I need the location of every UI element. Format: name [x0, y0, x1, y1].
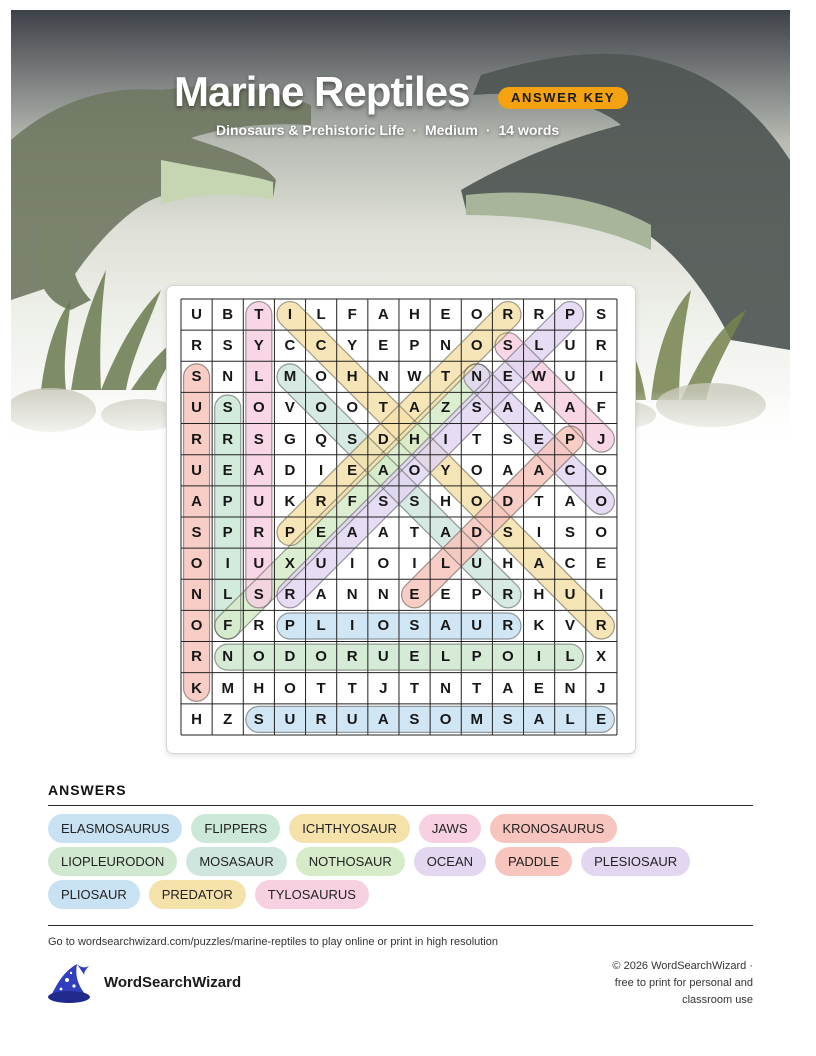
- word-count-label: 14 words: [498, 122, 560, 138]
- grid-cell: E: [409, 648, 420, 666]
- grid-cell: O: [315, 399, 327, 417]
- grid-cell: P: [471, 648, 482, 666]
- grid-cell: O: [595, 523, 608, 541]
- grid-cell: N: [377, 368, 389, 386]
- answer-chip: PREDATOR: [149, 880, 246, 909]
- grid-cell: R: [502, 617, 514, 635]
- grid-cell: N: [222, 368, 234, 386]
- grid-cell: S: [409, 710, 420, 728]
- grid-cell: A: [502, 461, 514, 479]
- grid-cell: I: [412, 555, 417, 573]
- grid-cell: O: [377, 617, 390, 635]
- grid-cell: O: [470, 492, 483, 510]
- grid-cell: N: [471, 368, 483, 386]
- grid-cell: O: [595, 492, 608, 510]
- grid-cell: F: [347, 492, 357, 510]
- grid-cell: R: [315, 710, 327, 728]
- grid-cell: A: [533, 461, 545, 479]
- grid-cell: A: [564, 492, 576, 510]
- grid-cell: S: [409, 492, 420, 510]
- meta-separator: ·: [412, 122, 417, 138]
- grid-cell: I: [318, 461, 324, 479]
- grid-cell: R: [502, 306, 514, 324]
- answer-chip: FLIPPERS: [191, 814, 280, 843]
- wizard-hat-icon: [47, 962, 93, 1004]
- grid-cell: A: [440, 617, 451, 635]
- grid-cell: P: [565, 306, 576, 324]
- brand-name[interactable]: WordSearchWizard: [104, 974, 242, 991]
- grid-cell: E: [378, 337, 389, 355]
- grid-cell: R: [284, 586, 296, 604]
- answer-row: [48, 814, 768, 847]
- grid-cell: C: [315, 337, 327, 355]
- grid-cell: S: [596, 306, 607, 324]
- grid-cell: C: [564, 555, 576, 573]
- grid-cell: E: [409, 586, 420, 604]
- grid-cell: U: [471, 617, 483, 635]
- grid-cell: A: [377, 461, 389, 479]
- grid-cell: I: [225, 555, 230, 573]
- grid-cell: A: [564, 399, 576, 417]
- grid-cell: U: [284, 710, 296, 728]
- grid-cell: D: [284, 461, 296, 479]
- answer-chip: OCEAN: [414, 847, 486, 876]
- grid-cell: I: [599, 368, 604, 386]
- grid-cell: R: [253, 617, 265, 635]
- grid-cell: U: [564, 368, 576, 386]
- grid-cell: H: [409, 430, 420, 448]
- answer-row: [48, 847, 768, 880]
- grid-cell: E: [596, 710, 607, 728]
- grid-cell: I: [536, 648, 542, 666]
- grid-cell: L: [316, 617, 326, 635]
- answer-chip: PADDLE: [495, 847, 572, 876]
- grid-cell: R: [191, 337, 202, 355]
- grid-cell: S: [409, 617, 420, 635]
- grid-cell: S: [471, 399, 482, 417]
- grid-cell: E: [316, 523, 327, 541]
- grid-cell: V: [284, 399, 295, 417]
- copyright-line: classroom use: [682, 994, 753, 1006]
- grid-cell: L: [223, 586, 233, 604]
- grid-cell: E: [440, 306, 451, 324]
- grid-cell: L: [440, 648, 451, 666]
- grid-cell: O: [439, 710, 452, 728]
- grid-cell: D: [471, 523, 483, 541]
- grid-cell: I: [350, 617, 355, 635]
- grid-cell: S: [502, 337, 513, 355]
- grid-cell: R: [222, 430, 234, 448]
- grid-cell: S: [378, 492, 389, 510]
- grid-cell: O: [252, 399, 265, 417]
- grid-cell: W: [531, 368, 547, 386]
- grid-cell: U: [253, 555, 265, 573]
- grid-cell: N: [440, 337, 451, 355]
- grid-cell: T: [534, 492, 544, 510]
- grid-cell: S: [222, 337, 233, 355]
- difficulty-label: Medium: [424, 122, 478, 138]
- copyright-line: © 2026 WordSearchWizard ·: [612, 960, 753, 972]
- grid-cell: A: [377, 306, 389, 324]
- grid-cell: N: [564, 679, 576, 697]
- grid-cell: T: [316, 679, 326, 697]
- grid-cell: K: [191, 679, 202, 697]
- grid-cell: O: [284, 679, 296, 697]
- answer-chip: KRONOSAURUS: [490, 814, 618, 843]
- grid-cell: A: [253, 461, 265, 479]
- grid-cell: D: [284, 648, 296, 666]
- answers-heading: ANSWERS: [48, 782, 127, 798]
- copyright-line: free to print for personal and: [614, 977, 753, 989]
- word-search-grid: [180, 297, 620, 739]
- grid-cell: O: [315, 648, 327, 666]
- answer-list: [48, 814, 768, 913]
- grid-cell: O: [470, 337, 483, 355]
- grid-cell: D: [377, 430, 389, 448]
- answer-chip: NOTHOSAUR: [296, 847, 405, 876]
- grid-cell: A: [377, 523, 389, 541]
- divider: [48, 805, 753, 806]
- grid-cell: C: [284, 337, 296, 355]
- grid-cell: Y: [347, 337, 358, 355]
- grid-cell: R: [502, 586, 514, 604]
- grid-cell: S: [347, 430, 358, 448]
- grid-cell: F: [596, 399, 606, 417]
- grid-cell: A: [191, 492, 202, 510]
- grid-cell: S: [191, 523, 202, 541]
- grid-cell: N: [191, 586, 202, 604]
- grid-cell: P: [409, 337, 420, 355]
- grid-cell: O: [595, 461, 608, 479]
- grid-cell: S: [502, 430, 513, 448]
- grid-cell: Q: [315, 430, 327, 448]
- answer-row: [48, 880, 768, 913]
- grid-cell: I: [536, 523, 542, 541]
- grid-cell: N: [222, 648, 234, 666]
- grid-cell: T: [409, 523, 420, 541]
- grid-cell: I: [443, 430, 448, 448]
- grid-cell: R: [315, 492, 327, 510]
- grid-cell: I: [287, 306, 293, 324]
- grid-cell: E: [533, 679, 544, 697]
- grid-cell: H: [409, 306, 420, 324]
- grid-cell: K: [284, 492, 296, 510]
- grid-cell: L: [440, 555, 451, 573]
- play-online-link[interactable]: Go to wordsearchwizard.com/puzzles/marine-reptiles to play online or print in high resolution: [48, 936, 498, 948]
- grid-cell: H: [502, 555, 514, 573]
- grid-cell: I: [350, 555, 355, 573]
- grid-cell: Z: [223, 710, 233, 728]
- grid-cell: P: [222, 492, 233, 510]
- grid-cell: P: [284, 617, 295, 635]
- grid-cell: Z: [440, 399, 451, 417]
- answer-chip: PLESIOSAUR: [581, 847, 690, 876]
- divider: [48, 925, 753, 926]
- grid-cell: A: [502, 679, 514, 697]
- grid-cell: S: [253, 430, 264, 448]
- grid-cell: N: [440, 679, 451, 697]
- grid-cell: U: [253, 492, 265, 510]
- grid-cell: P: [471, 586, 482, 604]
- answer-chip: ICHTHYOSAUR: [289, 814, 410, 843]
- grid-cell: H: [440, 492, 451, 510]
- grid-cell: J: [597, 679, 606, 697]
- grid-cell: T: [378, 399, 388, 417]
- grid-cell: T: [472, 430, 482, 448]
- category-label: Dinosaurs & Prehistoric Life: [216, 122, 405, 138]
- grid-cell: O: [190, 555, 203, 573]
- grid-cell: T: [472, 679, 482, 697]
- grid-cell: V: [565, 617, 576, 635]
- grid-cell: O: [470, 461, 483, 479]
- grid-cell: E: [347, 461, 358, 479]
- grid-cell: E: [533, 430, 544, 448]
- answer-chip: JAWS: [419, 814, 481, 843]
- grid-cell: S: [565, 523, 576, 541]
- grid-cell: J: [597, 430, 606, 448]
- answer-chip: MOSASAUR: [186, 847, 286, 876]
- grid-cell: A: [502, 399, 514, 417]
- grid-cell: L: [565, 710, 575, 728]
- grid-cell: R: [191, 430, 202, 448]
- grid-cell: E: [502, 368, 513, 386]
- grid-cell: S: [502, 710, 513, 728]
- grid-cell: X: [596, 648, 607, 666]
- grid-cell: A: [346, 523, 358, 541]
- grid-cell: S: [222, 399, 233, 417]
- answer-chip: ELASMOSAURUS: [48, 814, 182, 843]
- grid-cell: A: [315, 586, 327, 604]
- grid-cell: S: [253, 710, 264, 728]
- grid-cell: A: [409, 399, 420, 417]
- grid-cell: J: [379, 679, 388, 697]
- grid-cell: Y: [253, 337, 264, 355]
- answer-chip: LIOPLEURODON: [48, 847, 177, 876]
- grid-cell: F: [223, 617, 233, 635]
- grid-cell: A: [377, 710, 389, 728]
- copyright: [580, 958, 753, 1009]
- grid-cell: G: [284, 430, 296, 448]
- grid-cell: I: [599, 586, 604, 604]
- grid-cell: H: [533, 586, 545, 604]
- grid-cell: O: [408, 461, 421, 479]
- grid-cell: X: [284, 555, 295, 573]
- grid-cell: R: [253, 523, 265, 541]
- grid-cell: U: [191, 306, 202, 324]
- grid-cell: A: [533, 710, 545, 728]
- grid-cell: O: [346, 399, 359, 417]
- grid-cell: P: [284, 523, 295, 541]
- grid-cell: K: [533, 617, 545, 635]
- grid-cell: R: [595, 337, 607, 355]
- grid-cell: R: [595, 617, 607, 635]
- grid-cell: M: [470, 710, 483, 728]
- grid-cell: Y: [440, 461, 451, 479]
- grid-cell: A: [533, 555, 545, 573]
- grid-cell: H: [191, 710, 202, 728]
- answer-chip: PLIOSAUR: [48, 880, 140, 909]
- puzzle-meta: [216, 122, 559, 138]
- grid-cell: U: [564, 337, 576, 355]
- grid-cell: N: [377, 586, 389, 604]
- grid-cell: L: [254, 368, 264, 386]
- grid-cell: U: [564, 586, 576, 604]
- grid-cell: A: [440, 523, 451, 541]
- grid-cell: T: [254, 306, 264, 324]
- grid-cell: H: [253, 679, 265, 697]
- grid-cell: C: [564, 461, 576, 479]
- grid-cell: P: [222, 523, 233, 541]
- grid-cell: R: [533, 306, 545, 324]
- grid-cell: O: [315, 368, 327, 386]
- grid-cell: H: [346, 368, 358, 386]
- grid-letters: [181, 299, 617, 735]
- grid-cell: R: [346, 648, 358, 666]
- grid-cell: S: [502, 523, 513, 541]
- grid-cell: T: [347, 679, 357, 697]
- grid-cell: L: [565, 648, 575, 666]
- grid-cell: B: [222, 306, 234, 324]
- grid-cell: O: [190, 617, 203, 635]
- grid-cell: W: [407, 368, 422, 386]
- grid-cell: U: [377, 648, 389, 666]
- grid-cell: S: [191, 368, 202, 386]
- grid-cell: F: [347, 306, 357, 324]
- grid-cell: U: [346, 710, 358, 728]
- grid-cell: M: [283, 368, 297, 386]
- grid-cell: E: [222, 461, 233, 479]
- grid-cell: M: [221, 679, 234, 697]
- grid-cell: U: [315, 555, 327, 573]
- grid-cell: P: [565, 430, 576, 448]
- grid-cell: U: [471, 555, 483, 573]
- answer-chip: TYLOSAURUS: [255, 880, 369, 909]
- grid-cell: R: [191, 648, 202, 666]
- meta-separator: ·: [485, 122, 491, 138]
- grid-cell: T: [440, 368, 451, 386]
- grid-cell: A: [533, 399, 545, 417]
- grid-cell: O: [377, 555, 390, 573]
- grid-cell: D: [502, 492, 514, 510]
- grid-cell: U: [191, 461, 202, 479]
- grid-cell: N: [346, 586, 358, 604]
- page-title: Marine Reptiles: [174, 68, 470, 115]
- grid-cell: O: [252, 648, 265, 666]
- grid-cell: O: [470, 306, 483, 324]
- grid-cell: E: [596, 555, 607, 573]
- grid-cell: U: [191, 399, 202, 417]
- grid-cell: O: [501, 648, 514, 666]
- answer-key-badge: ANSWER KEY: [498, 87, 628, 109]
- grid-cell: L: [534, 337, 544, 355]
- grid-cell: S: [253, 586, 264, 604]
- grid-cell: T: [409, 679, 420, 697]
- grid-cell: L: [316, 306, 326, 324]
- grid-cell: E: [440, 586, 451, 604]
